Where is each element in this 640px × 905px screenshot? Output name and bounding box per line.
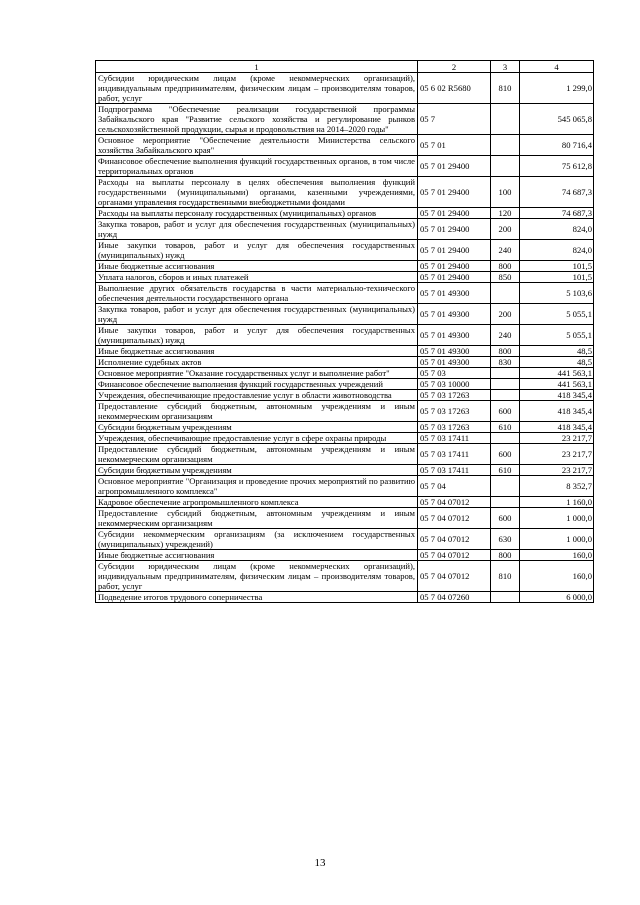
row-amount-cell: 48,5 [520, 357, 594, 368]
row-name-cell: Предоставление субсидий бюджетным, автономным учреждениям и иным некоммерческим организациям [96, 444, 418, 465]
row-amount-cell: 418 345,4 [520, 422, 594, 433]
row-name-cell: Выполнение других обязательств государства в части материально-технического обеспечения деятельности государственного органа [96, 283, 418, 304]
row-code-cell: 05 7 03 17263 [418, 390, 491, 401]
table-row [96, 379, 594, 390]
row-amount-cell: 48,5 [520, 346, 594, 357]
row-code-cell: 05 7 01 [418, 135, 491, 156]
row-vr-cell [491, 135, 520, 156]
row-code-cell: 05 7 01 49300 [418, 346, 491, 357]
header-col-1: 1 [96, 61, 418, 73]
row-vr-cell: 810 [491, 561, 520, 592]
row-amount-cell: 1 000,0 [520, 508, 594, 529]
row-vr-cell [491, 379, 520, 390]
row-amount-cell: 75 612,8 [520, 156, 594, 177]
row-code-cell: 05 7 01 49300 [418, 357, 491, 368]
row-vr-cell: 120 [491, 208, 520, 219]
row-name-cell: Расходы на выплаты персоналу в целях обеспечения выполнения функций государственными (муниципальными) органами, казенными учреждениями, органами управления государственными внебюджетными фондами [96, 177, 418, 208]
row-code-cell: 05 7 01 29400 [418, 272, 491, 283]
row-amount-cell: 1 160,0 [520, 497, 594, 508]
table-row [96, 208, 594, 219]
row-amount-cell: 441 563,1 [520, 368, 594, 379]
row-vr-cell: 800 [491, 346, 520, 357]
row-code-cell: 05 7 03 [418, 368, 491, 379]
table-row [96, 444, 594, 465]
table-row [96, 283, 594, 304]
row-name-cell: Иные бюджетные ассигнования [96, 346, 418, 357]
row-code-cell: 05 7 04 07012 [418, 561, 491, 592]
row-code-cell: 05 7 04 07012 [418, 508, 491, 529]
row-name-cell: Закупка товаров, работ и услуг для обеспечения государственных (муниципальных) нужд [96, 219, 418, 240]
table-row [96, 240, 594, 261]
row-name-cell: Подпрограмма "Обеспечение реализации государственной программы Забайкальского края "Развитие сельского хозяйства и регулирование рынков сельскохозяйственной продукции, сырья и продовольствия на 2014–2020 годы" [96, 104, 418, 135]
row-code-cell: 05 7 04 07260 [418, 592, 491, 603]
row-name-cell: Иные закупки товаров, работ и услуг для обеспечения государственных (муниципальных) нужд [96, 240, 418, 261]
row-name-cell: Кадровое обеспечение агропромышленного комплекса [96, 497, 418, 508]
row-amount-cell: 101,5 [520, 272, 594, 283]
row-name-cell: Основное мероприятие "Обеспечение деятельности Министерства сельского хозяйства Забайкальского края" [96, 135, 418, 156]
row-name-cell: Расходы на выплаты персоналу государственных (муниципальных) органов [96, 208, 418, 219]
row-vr-cell [491, 476, 520, 497]
table-row [96, 401, 594, 422]
row-vr-cell: 800 [491, 550, 520, 561]
row-vr-cell: 240 [491, 325, 520, 346]
row-amount-cell: 418 345,4 [520, 390, 594, 401]
row-amount-cell: 5 055,1 [520, 304, 594, 325]
row-vr-cell [491, 156, 520, 177]
row-name-cell: Субсидии бюджетным учреждениям [96, 422, 418, 433]
row-vr-cell: 810 [491, 73, 520, 104]
budget-table [95, 60, 594, 603]
table-row [96, 368, 594, 379]
row-code-cell: 05 7 [418, 104, 491, 135]
row-amount-cell: 824,0 [520, 219, 594, 240]
row-vr-cell: 600 [491, 444, 520, 465]
row-name-cell: Подведение итогов трудового соперничества [96, 592, 418, 603]
header-row [96, 61, 594, 73]
row-name-cell: Субсидии некоммерческим организациям (за исключением государственных (муниципальных) учреждений) [96, 529, 418, 550]
row-amount-cell: 23 217,7 [520, 444, 594, 465]
row-amount-cell: 160,0 [520, 550, 594, 561]
row-code-cell: 05 7 01 49300 [418, 304, 491, 325]
row-code-cell: 05 7 01 29400 [418, 208, 491, 219]
row-name-cell: Субсидии юридическим лицам (кроме некоммерческих организаций), индивидуальным предпринимателям, физическим лицам – производителям товаров, работ, услуг [96, 73, 418, 104]
row-code-cell: 05 7 01 29400 [418, 261, 491, 272]
row-amount-cell: 418 345,4 [520, 401, 594, 422]
header-col-4: 4 [520, 61, 594, 73]
table-row [96, 476, 594, 497]
table-row [96, 325, 594, 346]
header-col-2: 2 [418, 61, 491, 73]
row-name-cell: Иные закупки товаров, работ и услуг для обеспечения государственных (муниципальных) нужд [96, 325, 418, 346]
row-vr-cell [491, 368, 520, 379]
row-code-cell: 05 7 04 07012 [418, 529, 491, 550]
row-vr-cell: 850 [491, 272, 520, 283]
row-vr-cell [491, 433, 520, 444]
row-name-cell: Уплата налогов, сборов и иных платежей [96, 272, 418, 283]
row-code-cell: 05 7 01 29400 [418, 219, 491, 240]
row-name-cell: Финансовое обеспечение выполнения функций государственных органов, в том числе территориальных органов [96, 156, 418, 177]
row-amount-cell: 80 716,4 [520, 135, 594, 156]
row-code-cell: 05 6 02 R5680 [418, 73, 491, 104]
row-amount-cell: 441 563,1 [520, 379, 594, 390]
row-name-cell: Учреждения, обеспечивающие предоставление услуг в области животноводства [96, 390, 418, 401]
row-amount-cell: 5 055,1 [520, 325, 594, 346]
row-code-cell: 05 7 01 29400 [418, 177, 491, 208]
row-name-cell: Исполнение судебных актов [96, 357, 418, 368]
page-number: 13 [314, 857, 326, 869]
row-vr-cell: 100 [491, 177, 520, 208]
row-vr-cell: 200 [491, 219, 520, 240]
table-row [96, 346, 594, 357]
table-row [96, 561, 594, 592]
row-amount-cell: 1 000,0 [520, 529, 594, 550]
row-name-cell: Предоставление субсидий бюджетным, автономным учреждениям и иным некоммерческим организациям [96, 508, 418, 529]
table-row [96, 550, 594, 561]
table-row [96, 304, 594, 325]
table-row [96, 433, 594, 444]
table-row [96, 261, 594, 272]
row-code-cell: 05 7 03 17263 [418, 422, 491, 433]
row-code-cell: 05 7 03 17411 [418, 465, 491, 476]
row-name-cell: Основное мероприятие "Оказание государственных услуг и выполнение работ" [96, 368, 418, 379]
row-code-cell: 05 7 03 17263 [418, 401, 491, 422]
row-vr-cell: 630 [491, 529, 520, 550]
row-name-cell: Основное мероприятие "Организация и проведение прочих мероприятий по развитию агропромышленного комплекса" [96, 476, 418, 497]
row-name-cell: Предоставление субсидий бюджетным, автономным учреждениям и иным некоммерческим организациям [96, 401, 418, 422]
table-row [96, 465, 594, 476]
table-row [96, 73, 594, 104]
row-vr-cell [491, 104, 520, 135]
table-row [96, 135, 594, 156]
row-name-cell: Субсидии бюджетным учреждениям [96, 465, 418, 476]
row-name-cell: Иные бюджетные ассигнования [96, 261, 418, 272]
row-vr-cell [491, 497, 520, 508]
header-col-3: 3 [491, 61, 520, 73]
row-vr-cell: 610 [491, 422, 520, 433]
row-vr-cell: 240 [491, 240, 520, 261]
table-row [96, 508, 594, 529]
row-name-cell: Закупка товаров, работ и услуг для обеспечения государственных (муниципальных) нужд [96, 304, 418, 325]
row-code-cell: 05 7 03 10000 [418, 379, 491, 390]
table-row [96, 357, 594, 368]
row-code-cell: 05 7 04 07012 [418, 497, 491, 508]
table-row [96, 422, 594, 433]
row-vr-cell: 830 [491, 357, 520, 368]
row-vr-cell: 200 [491, 304, 520, 325]
table-row [96, 177, 594, 208]
table-row [96, 219, 594, 240]
row-amount-cell: 74 687,3 [520, 177, 594, 208]
row-vr-cell [491, 390, 520, 401]
row-amount-cell: 23 217,7 [520, 433, 594, 444]
row-vr-cell: 600 [491, 401, 520, 422]
row-name-cell: Учреждения, обеспечивающие предоставление услуг в сфере охраны природы [96, 433, 418, 444]
row-name-cell: Финансовое обеспечение выполнения функций государственных учреждений [96, 379, 418, 390]
row-code-cell: 05 7 03 17411 [418, 444, 491, 465]
row-vr-cell: 600 [491, 508, 520, 529]
row-code-cell: 05 7 01 29400 [418, 156, 491, 177]
row-amount-cell: 101,5 [520, 261, 594, 272]
row-vr-cell [491, 592, 520, 603]
table-row [96, 104, 594, 135]
row-vr-cell [491, 283, 520, 304]
row-vr-cell: 800 [491, 261, 520, 272]
row-code-cell: 05 7 04 [418, 476, 491, 497]
row-amount-cell: 8 352,7 [520, 476, 594, 497]
row-name-cell: Субсидии юридическим лицам (кроме некоммерческих организаций), индивидуальным предпринимателям, физическим лицам – производителям товаров, работ, услуг [96, 561, 418, 592]
table-row [96, 497, 594, 508]
table-row [96, 156, 594, 177]
row-amount-cell: 1 299,0 [520, 73, 594, 104]
row-amount-cell: 545 065,8 [520, 104, 594, 135]
row-code-cell: 05 7 01 49300 [418, 325, 491, 346]
row-amount-cell: 23 217,7 [520, 465, 594, 476]
row-name-cell: Иные бюджетные ассигнования [96, 550, 418, 561]
table-row [96, 272, 594, 283]
table-row [96, 390, 594, 401]
row-amount-cell: 160,0 [520, 561, 594, 592]
table-row [96, 592, 594, 603]
row-code-cell: 05 7 01 49300 [418, 283, 491, 304]
table-row [96, 529, 594, 550]
row-code-cell: 05 7 04 07012 [418, 550, 491, 561]
row-amount-cell: 74 687,3 [520, 208, 594, 219]
row-code-cell: 05 7 01 29400 [418, 240, 491, 261]
row-amount-cell: 6 000,0 [520, 592, 594, 603]
row-amount-cell: 5 103,6 [520, 283, 594, 304]
row-vr-cell: 610 [491, 465, 520, 476]
row-code-cell: 05 7 03 17411 [418, 433, 491, 444]
row-amount-cell: 824,0 [520, 240, 594, 261]
